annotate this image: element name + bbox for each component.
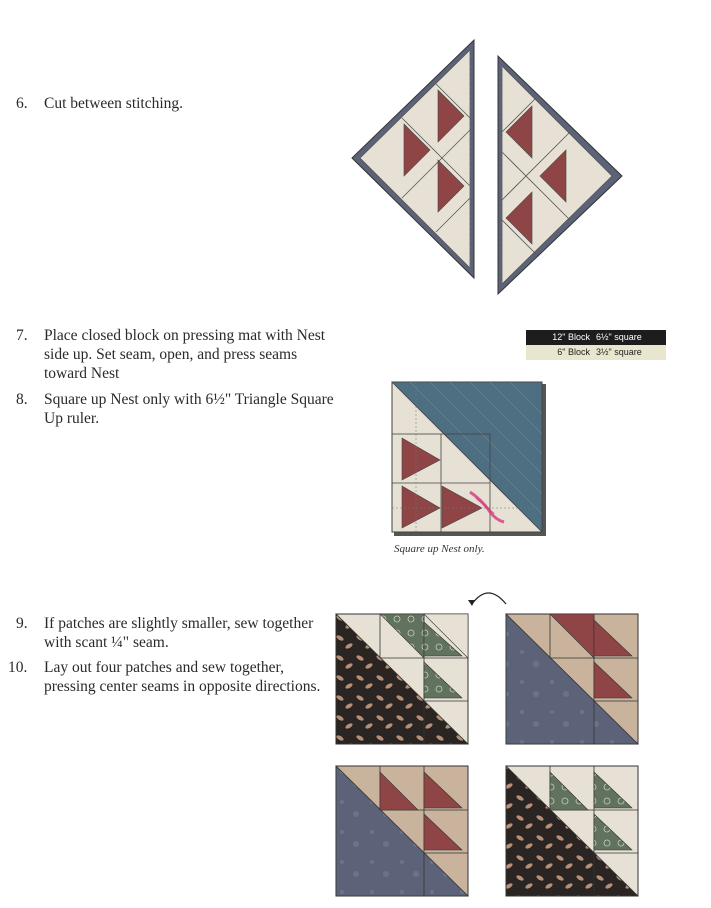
step-text: Lay out four patches and sew together, pressing center seams in opposite directions. [44,659,321,695]
size-row-6-inch [526,345,666,360]
step-text: If patches are slightly smaller, sew together with scant ¼" seam. [44,615,314,651]
patch-top-right [506,614,638,744]
block-label: 6" Block [557,347,590,357]
rotate-arrow-icon [466,586,512,608]
four-patches-figure [334,612,644,898]
step-number: 6. [16,95,28,112]
patch-bottom-right [506,766,638,896]
patch-bottom-left [336,766,468,896]
step-number: 8. [16,391,28,408]
step-number: 10. [8,659,28,676]
step-number: 7. [16,327,28,344]
square-up-figure [390,380,550,540]
cut-triangles-figure [346,36,628,298]
block-size-table [526,330,666,360]
square-size: 3½" square [596,347,642,357]
step-number: 9. [16,615,28,632]
step-text: Place closed block on pressing mat with Nest side up. Set seam, open, and press seams toward Nest [44,327,326,382]
block-label: 12" Block [552,332,590,342]
square-size: 6½" square [596,332,642,342]
patch-top-left [336,614,468,744]
left-triangle-half [352,40,474,278]
step-text: Cut between stitching. [44,95,184,112]
figure-caption: Square up Nest only. [394,543,485,555]
right-triangle-half [498,56,622,294]
size-row-12-inch [526,330,666,345]
step-text: Square up Nest only with 6½" Triangle Square Up ruler. [44,391,334,427]
